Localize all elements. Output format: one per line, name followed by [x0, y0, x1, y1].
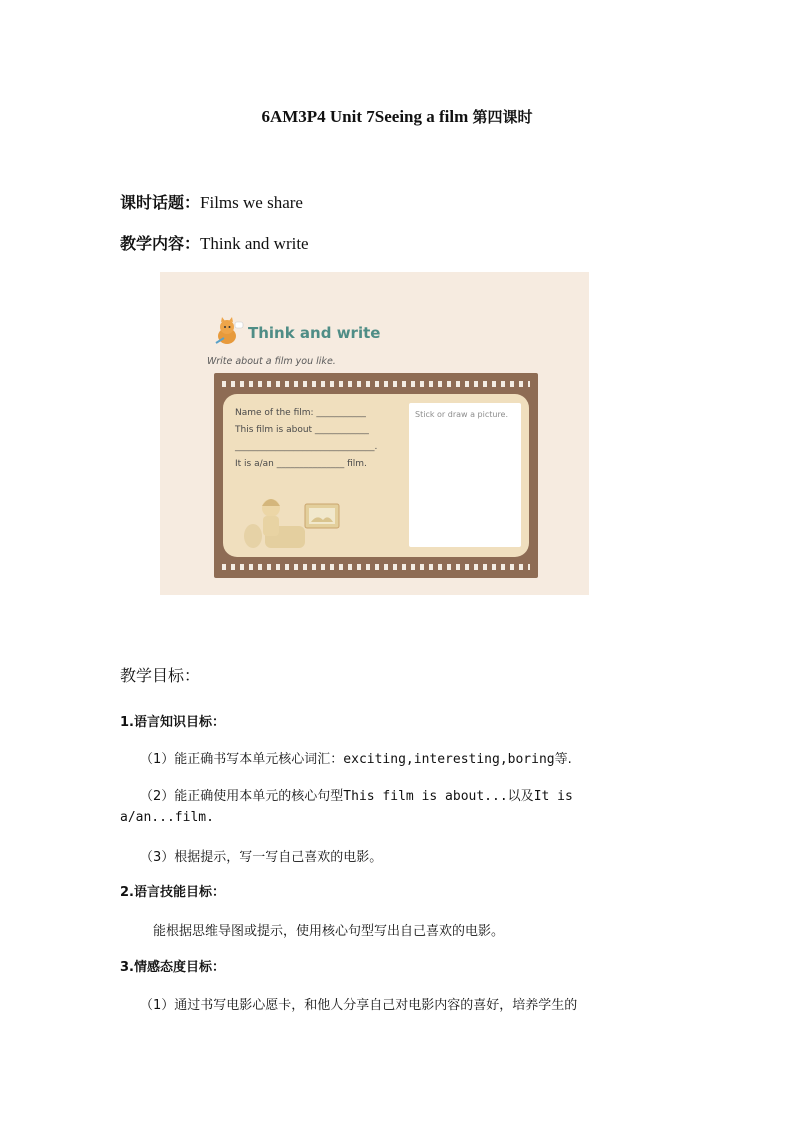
lesson-content-label: 教学内容： — [120, 234, 201, 253]
objective-3a-text: 通过书写电影心愿卡，和他人分享自己对电影内容的喜好，培养学生的 — [174, 998, 578, 1013]
film-perforations-bottom — [222, 564, 530, 570]
lesson-content-value: Think and write — [200, 234, 309, 253]
title-cn: 第四课时 — [472, 108, 533, 126]
lesson-topic — [120, 190, 303, 213]
objective-3-heading: 3.情感态度目标： — [120, 960, 225, 975]
objective-3a — [140, 994, 577, 1013]
line-blank: _______________________________. — [235, 442, 378, 452]
picture-hint: Stick or draw a picture. — [415, 410, 509, 419]
objective-1b — [140, 785, 573, 804]
line-film-about: This film is about ____________ — [235, 425, 369, 435]
lesson-topic-value: Films we share — [200, 193, 303, 212]
lesson-content — [120, 231, 309, 254]
title-main: 6AM3P4 Unit 7Seeing a film — [261, 107, 473, 126]
figure-instruction: Write about a film you like. — [207, 356, 336, 367]
objective-1a — [140, 748, 572, 767]
lesson-topic-label: 课时话题： — [120, 193, 201, 212]
objective-1b-mid: 以及 — [507, 789, 534, 804]
objective-3a-num: （1） — [140, 998, 175, 1013]
line-film-type: It is a/an _______________ film. — [235, 459, 367, 469]
writing-lines — [235, 408, 377, 476]
objective-1b-num: （2） — [140, 789, 175, 804]
objectives-heading: 教学目标： — [120, 666, 201, 685]
film-strip-frame — [214, 373, 538, 578]
objective-1c-num: （3） — [140, 850, 175, 865]
objective-1b-pattern-2: It is — [533, 789, 573, 804]
figure-heading: Think and write — [248, 324, 381, 342]
think-and-write-figure — [160, 272, 589, 595]
objective-1a-num: （1） — [140, 752, 175, 767]
objective-2-heading: 2.语言技能目标： — [120, 885, 225, 900]
writing-card — [223, 394, 529, 557]
objective-1b-pattern: This film is about... — [343, 789, 508, 804]
objective-1a-end: 等. — [554, 752, 572, 767]
objective-1b-text: 能正确使用本单元的核心句型 — [174, 789, 344, 804]
picture-placeholder — [409, 403, 521, 547]
objective-1c-text: 根据提示，写一写自己喜欢的电影。 — [174, 850, 383, 865]
line-film-name: Name of the film: ___________ — [235, 408, 366, 418]
objective-1a-words: exciting,interesting,boring — [343, 752, 555, 767]
film-perforations-top — [222, 381, 530, 387]
cat-mascot-icon — [210, 316, 246, 346]
boy-watching-tv-icon — [243, 486, 343, 554]
page-title — [0, 106, 794, 127]
objective-1c — [140, 846, 382, 865]
objective-1-heading: 1.语言知识目标： — [120, 715, 225, 730]
objective-1b-continued: a/an...film. — [120, 810, 214, 825]
objective-1a-text: 能正确书写本单元核心词汇： — [174, 752, 344, 767]
objective-2-text: 能根据思维导图或提示，使用核心句型写出自己喜欢的电影。 — [153, 924, 505, 939]
